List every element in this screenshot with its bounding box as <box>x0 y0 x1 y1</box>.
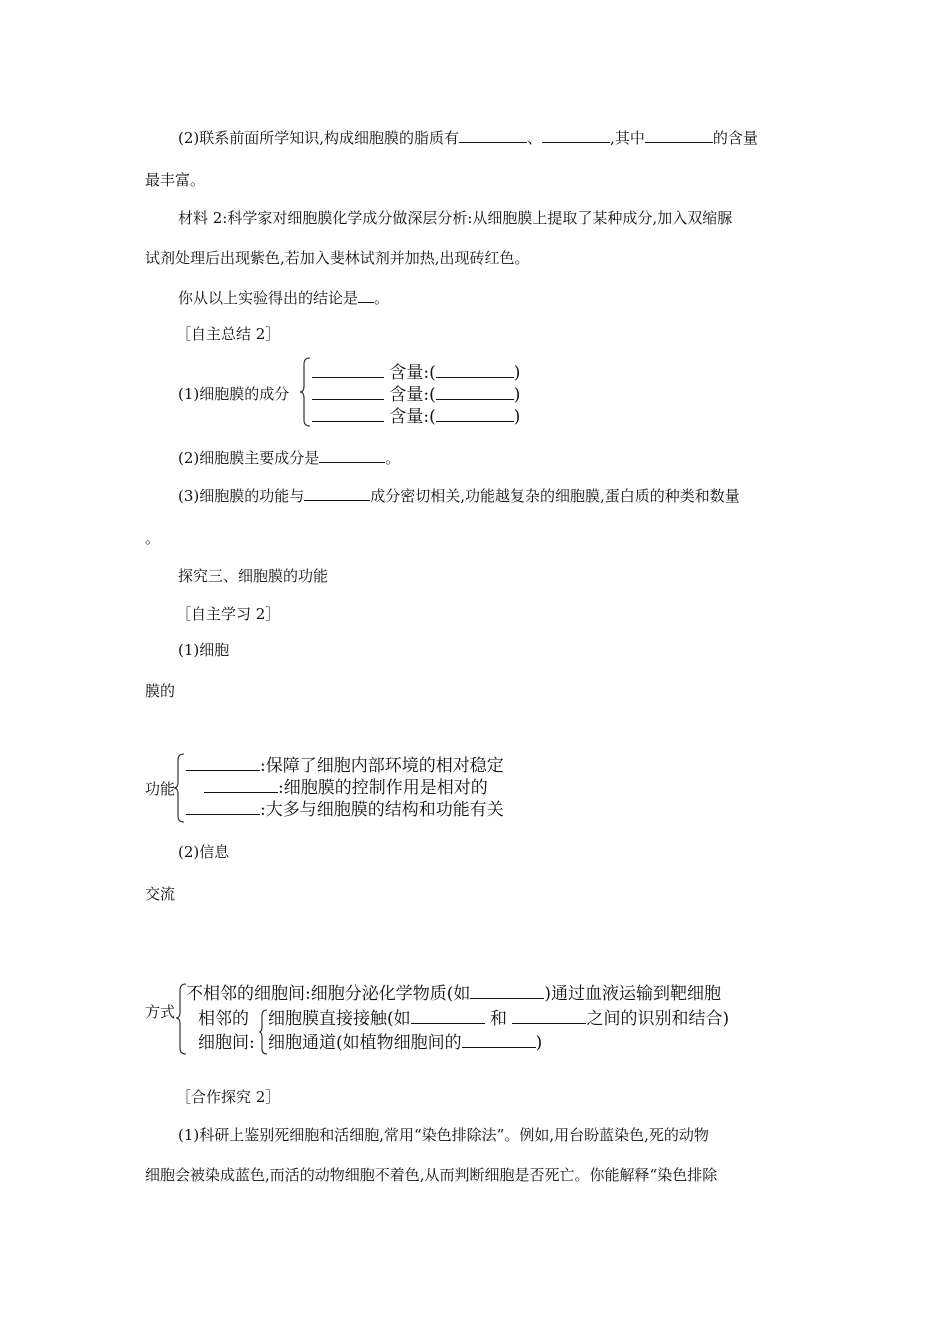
material2-line2: 试剂处理后出现紫色,若加入斐林试剂并加热,出现砖红色。 <box>145 249 530 267</box>
close-paren: ) <box>535 1033 543 1053</box>
coop2-line2: 细胞会被染成蓝色,而活的动物细胞不着色,从而判断细胞是否死亡。你能解释“染色排除 <box>145 1166 718 1184</box>
membrane-function-label-1: (1)细胞 <box>178 641 230 659</box>
membrane-function-label-3: 功能 <box>145 780 176 798</box>
conclusion-question <box>178 288 389 308</box>
blank-content-1[interactable] <box>436 363 514 378</box>
lipid-question <box>178 128 758 148</box>
function-desc-1: :保障了细胞内部环境的相对稳定 <box>260 756 504 776</box>
info-exchange-label-3: 方式 <box>145 1003 176 1021</box>
channel-text: 细胞通道(如植物细胞间的 <box>268 1033 462 1053</box>
adjacent-label-2: 细胞间: <box>198 1033 255 1053</box>
blank-conclusion[interactable] <box>358 288 374 303</box>
function-desc-2: :细胞膜的控制作用是相对的 <box>278 778 488 798</box>
non-adjacent-tail: )通过血液运输到靶细胞 <box>544 984 721 1004</box>
blank-main-component[interactable] <box>319 448 385 463</box>
close-paren: ) <box>513 385 521 405</box>
function-relation-tail: 成分密切相关,功能越复杂的细胞膜,蛋白质的种类和数量 <box>370 487 740 505</box>
lipid-question-text: (2)联系前面所学知识,构成细胞膜的脂质有 <box>178 129 460 147</box>
adjacent-label-1: 相邻的 <box>198 1009 249 1029</box>
membrane-function-row-2 <box>204 777 488 799</box>
lipid-question-tail: 的含量 <box>712 129 758 147</box>
info-exchange-label-2: 交流 <box>145 885 176 903</box>
blank-component-1[interactable] <box>312 363 384 378</box>
coop2-heading: ［合作探究 2］ <box>176 1088 281 1106</box>
composition-row-1 <box>312 362 520 384</box>
content-label: 含量:( <box>389 385 436 405</box>
non-adjacent-text: 不相邻的细胞间:细胞分泌化学物质(如 <box>186 984 471 1004</box>
blank-contact-1[interactable] <box>411 1009 485 1024</box>
blank-function-2[interactable] <box>204 778 278 793</box>
blank-lipid-2[interactable] <box>542 128 610 143</box>
membrane-function-row-1 <box>186 755 504 777</box>
blank-function-component[interactable] <box>304 486 370 501</box>
period: 。 <box>385 449 401 467</box>
blank-lipid-1[interactable] <box>459 128 527 143</box>
main-component-question <box>178 448 400 468</box>
info-exchange-row-3 <box>268 1032 542 1054</box>
material2-line1: 材料 2:科学家对细胞膜化学成分做深层分析:从细胞膜上提取了某种成分,加入双缩脲 <box>178 209 733 227</box>
close-paren: ) <box>513 407 521 427</box>
explore3-title: 探究三、细胞膜的功能 <box>178 567 329 585</box>
content-label: 含量:( <box>389 363 436 383</box>
blank-chemical[interactable] <box>470 984 544 999</box>
blank-contact-2[interactable] <box>512 1009 586 1024</box>
coop2-line1: (1)科研上鉴别死细胞和活细胞,常用“染色排除法”。例如,用台盼蓝染色,死的动物 <box>178 1126 709 1144</box>
period: 。 <box>374 289 390 307</box>
main-component-text: (2)细胞膜主要成分是 <box>178 449 320 467</box>
separator: ,其中 <box>610 129 645 147</box>
lipid-question-cont: 最丰富。 <box>145 171 206 189</box>
and-text: 和 <box>490 1009 508 1029</box>
contact-text: 细胞膜直接接触(如 <box>268 1009 411 1029</box>
composition-label: (1)细胞膜的成分 <box>178 385 290 403</box>
blank-component-3[interactable] <box>312 407 384 422</box>
info-exchange-label-1: (2)信息 <box>178 843 230 861</box>
info-exchange-row-2 <box>268 1008 729 1030</box>
content-label: 含量:( <box>389 407 436 427</box>
blank-function-1[interactable] <box>186 756 260 771</box>
function-relation-cont: 。 <box>145 529 161 547</box>
membrane-function-label-2: 膜的 <box>145 682 176 700</box>
composition-row-3 <box>312 406 520 428</box>
summary2-heading: ［自主总结 2］ <box>176 325 281 343</box>
function-desc-3: :大多与细胞膜的结构和功能有关 <box>260 800 504 820</box>
blank-channel[interactable] <box>462 1033 536 1048</box>
blank-content-3[interactable] <box>436 407 514 422</box>
blank-lipid-3[interactable] <box>645 128 713 143</box>
composition-row-2 <box>312 384 520 406</box>
membrane-function-row-3 <box>186 799 504 821</box>
blank-function-3[interactable] <box>186 800 260 815</box>
study2-heading: ［自主学习 2］ <box>176 605 281 623</box>
function-relation-text: (3)细胞膜的功能与 <box>178 487 305 505</box>
conclusion-text: 你从以上实验得出的结论是 <box>178 289 359 307</box>
blank-content-2[interactable] <box>436 385 514 400</box>
function-relation-question <box>178 486 740 506</box>
info-exchange-row-1 <box>186 983 721 1005</box>
contact-tail: 之间的识别和结合) <box>586 1009 730 1029</box>
separator: 、 <box>527 129 543 147</box>
blank-component-2[interactable] <box>312 385 384 400</box>
close-paren: ) <box>513 363 521 383</box>
